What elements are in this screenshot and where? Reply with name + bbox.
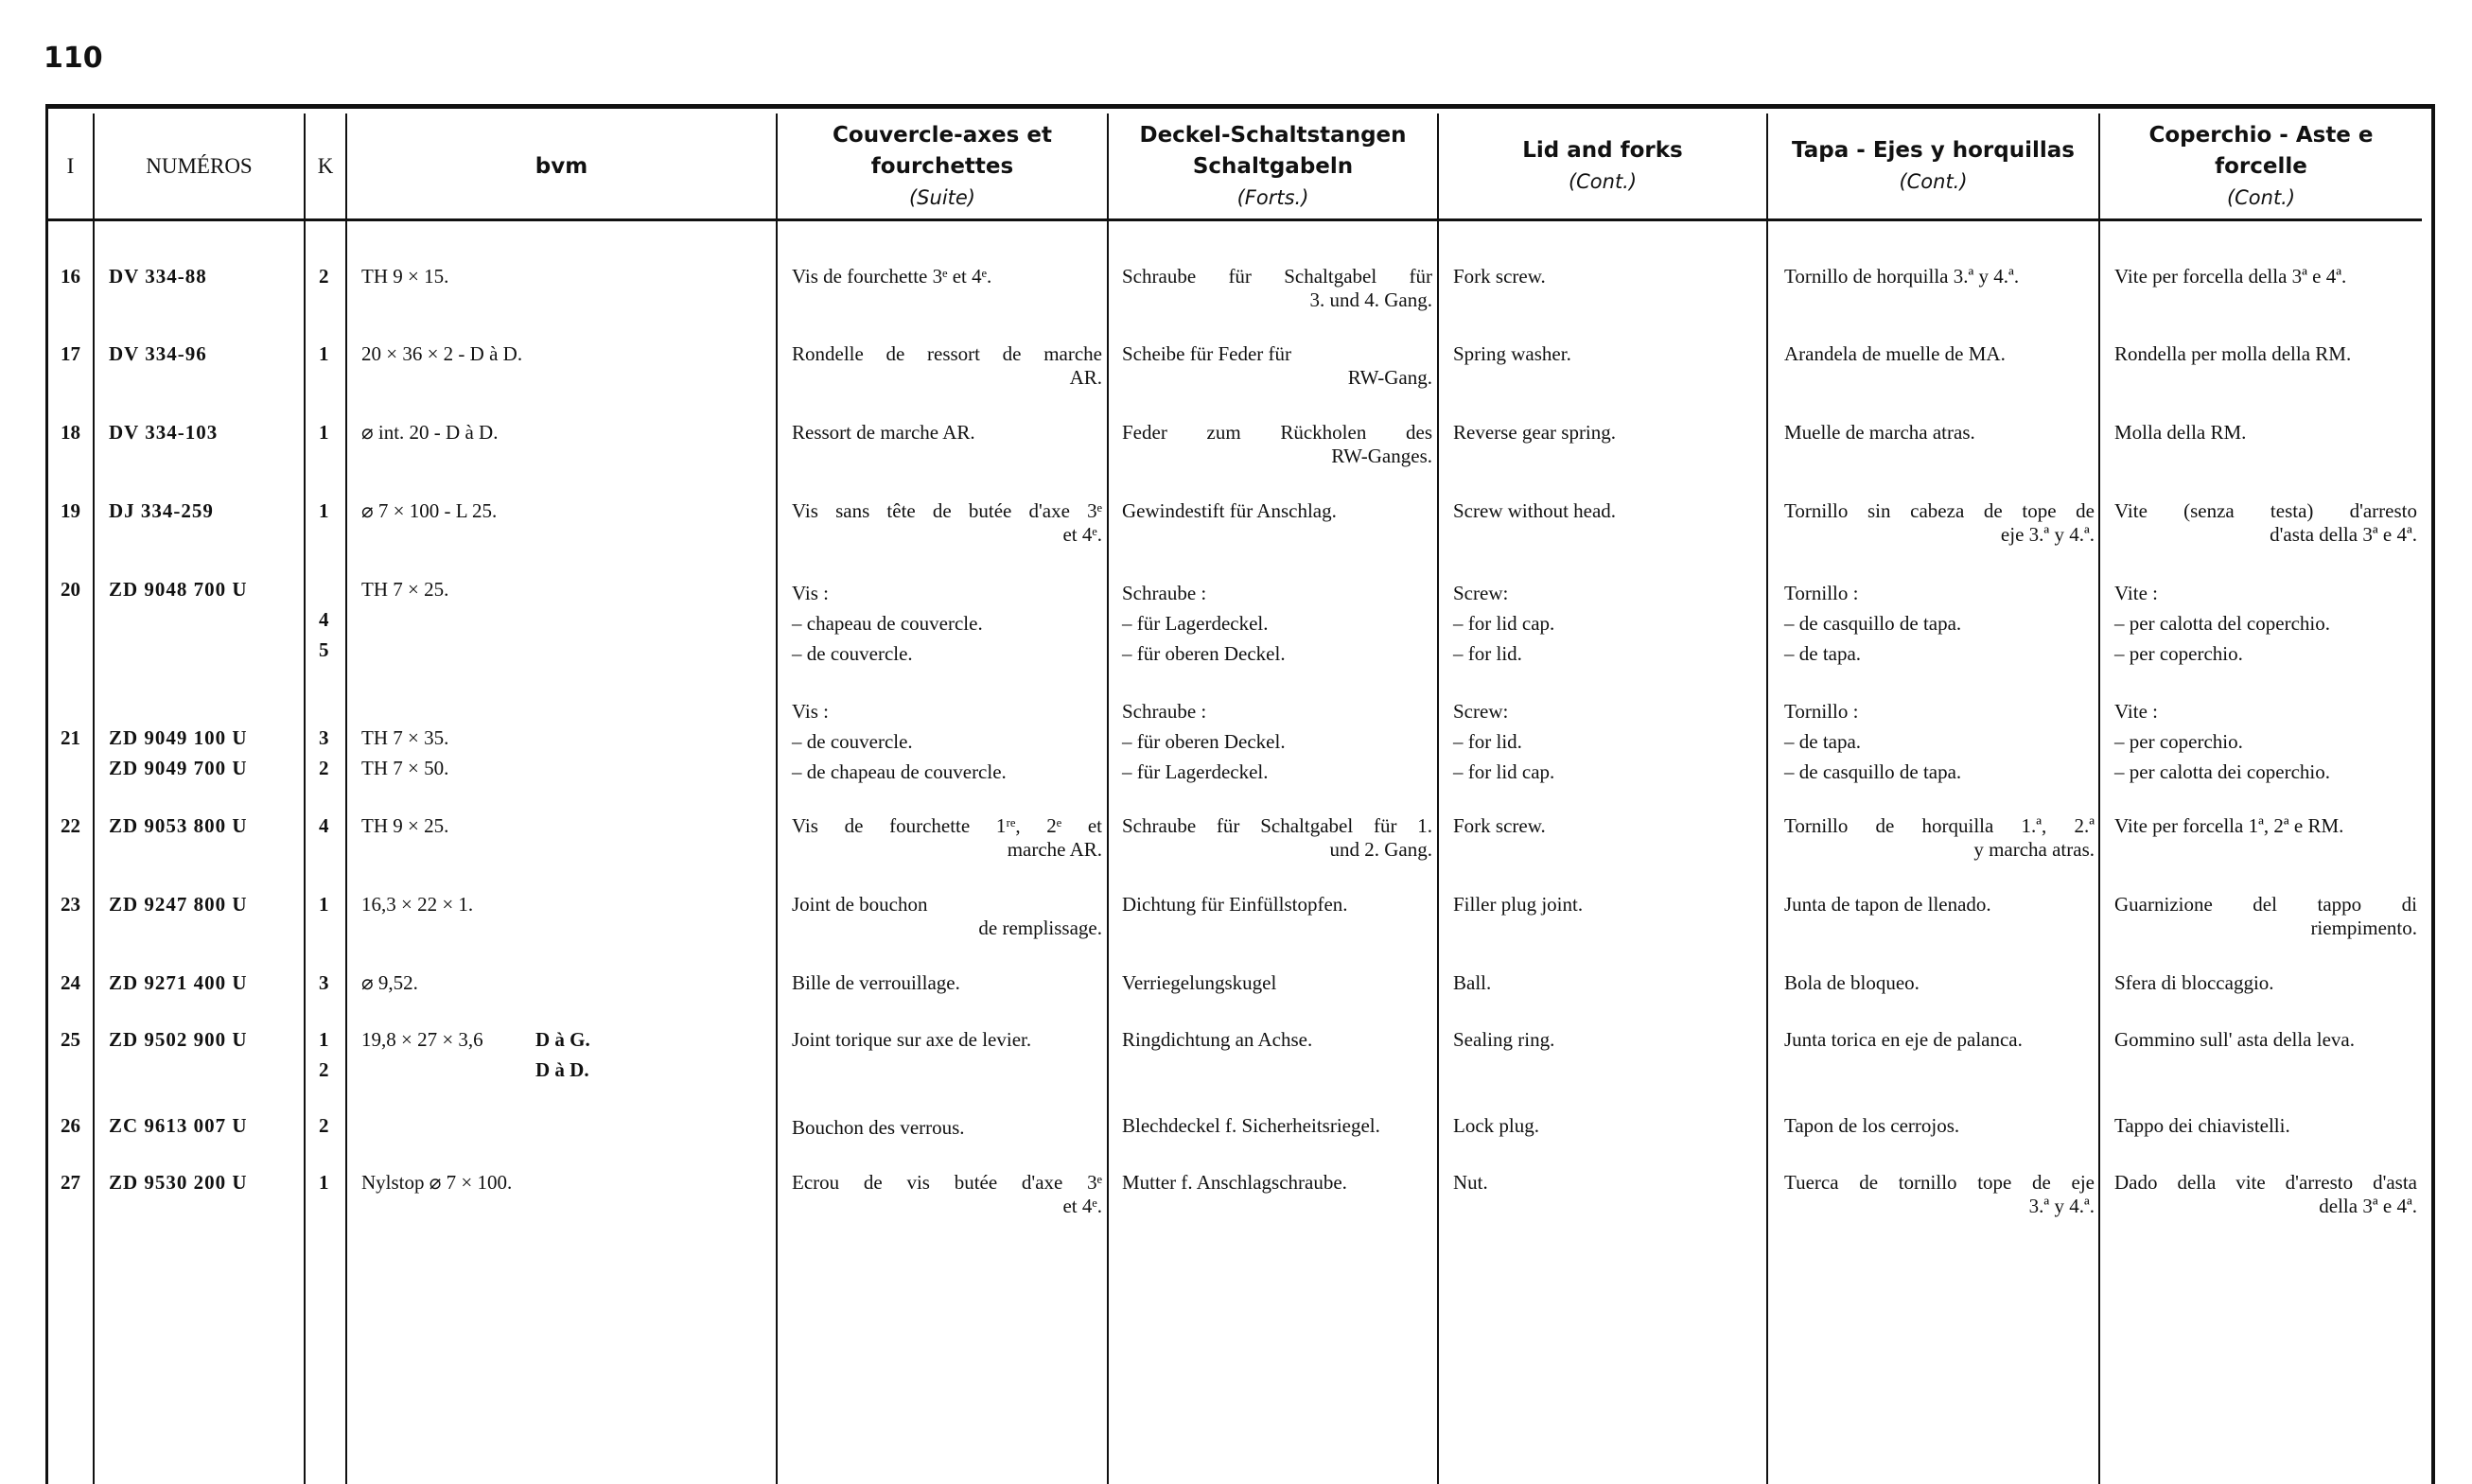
bvm-spec: 16,3 × 22 × 1. [361,893,474,916]
quantity: 3 [319,726,329,749]
desc-german: Scheibe für Feder für RW-Gang. [1122,342,1432,389]
column-divider [345,113,347,1484]
desc-german: Schraube für Schaltgabel für 3. und 4. Gang. [1122,265,1432,311]
quantity: 2 [319,1058,329,1081]
part-number: DV 334-96 [109,342,207,365]
desc-english: Fork screw. [1453,265,1546,288]
bvm-spec: D à G. [535,1028,590,1051]
part-number: ZD 9053 800 U [109,814,248,837]
desc-french: Joint torique sur axe de levier. [792,1028,1032,1051]
quantity: 1 [319,342,329,365]
desc-spanish: Tuerca de tornillo tope de eje 3.ª y 4.ª. [1784,1171,2095,1217]
row-index: 26 [61,1114,80,1137]
quantity: 1 [319,1028,329,1051]
header-italian: Coperchio - Aste e forcelle (Cont.) [2148,122,2374,209]
desc-spanish: Tornillo sin cabeza de tope de eje 3.ª y 4.ª. [1784,499,2095,546]
bvm-spec: TH 7 × 50. [361,757,449,779]
quantity: 2 [319,757,329,779]
desc-english: Lock plug. [1453,1114,1539,1137]
desc-italian: Vite : – per coperchio. – per calotta dei coperchio. [2114,700,2330,783]
bvm-spec: ⌀ 7 × 100 - L 25. [361,499,498,522]
row-index: 24 [61,971,80,994]
bvm-spec: 20 × 36 × 2 - D à D. [361,342,523,365]
row-index: 16 [61,265,80,288]
desc-english: Screw: – for lid cap. – for lid. [1453,582,1555,665]
column-divider [776,113,778,1484]
header-spanish: Tapa - Ejes y horquillas (Cont.) [1792,138,2075,193]
header-index: I [66,154,75,178]
column-divider [93,113,95,1484]
header-english: Lid and forks (Cont.) [1522,138,1683,193]
row-index: 25 [61,1028,80,1051]
part-number: ZD 9247 800 U [109,893,248,916]
desc-english: Screw: – for lid. – for lid cap. [1453,700,1555,783]
desc-french: Rondelle de ressort de marche AR. [792,342,1102,389]
desc-spanish: Tornillo de horquilla 1.ª, 2.ª y marcha atras. [1784,814,2095,861]
row-index: 18 [61,421,80,444]
desc-english: Screw without head. [1453,499,1617,522]
header-bvm: bvm [535,153,588,179]
desc-spanish: Tornillo de horquilla 3.ª y 4.ª. [1784,265,2020,288]
desc-german: Schraube : – für Lagerdeckel. – für oberen Deckel. [1122,582,1286,665]
desc-italian: Rondella per molla della RM. [2114,342,2352,365]
desc-french: Bille de verrouillage. [792,971,960,994]
part-number: ZC 9613 007 U [109,1114,248,1137]
bvm-spec: 19,8 × 27 × 3,6 [361,1028,483,1051]
bvm-spec: TH 9 × 15. [361,265,449,288]
desc-french: Vis : – de couvercle. – de chapeau de couvercle. [792,700,1007,783]
header-french: Couvercle-axes et fourchettes (Suite) [833,122,1052,209]
desc-spanish: Junta torica en eje de palanca. [1784,1028,2023,1051]
desc-english: Fork screw. [1453,814,1546,837]
desc-english: Nut. [1453,1171,1488,1194]
desc-french: Vis sans tête de butée d'axe 3ᵉ et 4ᵉ. [792,499,1102,546]
desc-english: Reverse gear spring. [1453,421,1617,444]
desc-french: Ecrou de vis butée d'axe 3ᵉ et 4ᵉ. [792,1171,1102,1217]
quantity: 4 [319,608,329,631]
desc-english: Spring washer. [1453,342,1571,365]
column-divider [1766,113,1768,1484]
bvm-spec: ⌀ int. 20 - D à D. [361,421,499,444]
desc-german: Verriegelungskugel [1122,971,1277,994]
part-number: ZD 9502 900 U [109,1028,248,1051]
desc-german: Schraube für Schaltgabel für 1. und 2. Gang. [1122,814,1432,861]
desc-italian: Vite per forcella della 3ª e 4ª. [2114,265,2347,288]
row-index: 22 [61,814,80,837]
part-number: DV 334-88 [109,265,207,288]
page-number: 110 [44,42,103,75]
desc-italian: Tappo dei chiavistelli. [2114,1114,2290,1137]
quantity: 2 [319,1114,329,1137]
desc-french: Vis de fourchette 1ʳᵉ, 2ᵉ et marche AR. [792,814,1102,861]
desc-german: Blechdeckel f. Sicherheitsriegel. [1122,1114,1380,1137]
part-number: DJ 334-259 [109,499,214,522]
desc-english: Ball. [1453,971,1492,994]
part-number: ZD 9271 400 U [109,971,248,994]
desc-english: Filler plug joint. [1453,893,1584,916]
row-index: 20 [61,578,80,601]
header-separator [47,218,2422,221]
part-number: ZD 9049 700 U [109,757,248,779]
row-index: 21 [61,726,80,749]
desc-italian: Dado della vite d'arresto d'asta della 3ª e 4ª. [2114,1171,2417,1217]
quantity: 1 [319,421,329,444]
quantity: 2 [319,265,329,288]
row-index: 17 [61,342,80,365]
desc-english: Sealing ring. [1453,1028,1555,1051]
desc-spanish: Muelle de marcha atras. [1784,421,1975,444]
bvm-spec: D à D. [535,1058,589,1081]
quantity: 1 [319,1171,329,1194]
desc-german: Ringdichtung an Achse. [1122,1028,1313,1051]
quantity: 5 [319,638,329,661]
part-number: ZD 9530 200 U [109,1171,248,1194]
part-number: ZD 9048 700 U [109,578,248,601]
part-number: DV 334-103 [109,421,219,444]
desc-italian: Sfera di bloccaggio. [2114,971,2274,994]
desc-french: Joint de bouchon de remplissage. [792,893,1102,939]
row-index: 27 [61,1171,80,1194]
desc-spanish: Tapon de los cerrojos. [1784,1114,1960,1137]
column-divider [304,113,306,1484]
desc-german: Gewindestift für Anschlag. [1122,499,1337,522]
bvm-spec: TH 7 × 25. [361,578,449,601]
desc-german: Dichtung für Einfüllstopfen. [1122,893,1348,916]
header-german: Deckel-Schaltstangen Schaltgabeln (Forts.) [1139,122,1407,209]
quantity: 1 [319,893,329,916]
desc-italian: Guarnizione del tappo di riempimento. [2114,893,2417,939]
header-k: K [317,154,334,178]
desc-italian: Molla della RM. [2114,421,2247,444]
desc-german: Mutter f. Anschlagschraube. [1122,1171,1347,1194]
row-index: 23 [61,893,80,916]
desc-italian: Gommino sull' asta della leva. [2114,1028,2355,1051]
desc-spanish: Arandela de muelle de MA. [1784,342,2006,365]
quantity: 1 [319,499,329,522]
part-number: ZD 9049 100 U [109,726,248,749]
column-divider [1437,113,1439,1484]
desc-spanish: Tornillo : – de casquillo de tapa. – de tapa. [1784,582,1962,665]
header-numeros: NUMÉROS [146,154,253,178]
quantity: 3 [319,971,329,994]
desc-french: Vis de fourchette 3ᵉ et 4ᵉ. [792,265,992,288]
desc-italian: Vite : – per calotta del coperchio. – per coperchio. [2114,582,2330,665]
row-index: 19 [61,499,80,522]
bvm-spec: ⌀ 9,52. [361,971,418,994]
desc-french: Ressort de marche AR. [792,421,975,444]
desc-german: Feder zum Rückholen des RW-Ganges. [1122,421,1432,467]
desc-french: Bouchon des verrous. [792,1116,965,1139]
desc-spanish: Bola de bloqueo. [1784,971,1920,994]
column-divider [1107,113,1109,1484]
desc-french: Vis : – chapeau de couvercle. – de couvercle. [792,582,983,665]
desc-italian: Vite per forcella 1ª, 2ª e RM. [2114,814,2344,837]
desc-german: Schraube : – für oberen Deckel. – für Lagerdeckel. [1122,700,1286,783]
bvm-spec: Nylstop ⌀ 7 × 100. [361,1171,513,1194]
desc-spanish: Junta de tapon de llenado. [1784,893,1991,916]
bvm-spec: TH 9 × 25. [361,814,449,837]
column-divider [2098,113,2100,1484]
bvm-spec: TH 7 × 35. [361,726,449,749]
quantity: 4 [319,814,329,837]
desc-spanish: Tornillo : – de tapa. – de casquillo de tapa. [1784,700,1962,783]
desc-italian: Vite (senza testa) d'arresto d'asta della 3ª e 4ª. [2114,499,2417,546]
